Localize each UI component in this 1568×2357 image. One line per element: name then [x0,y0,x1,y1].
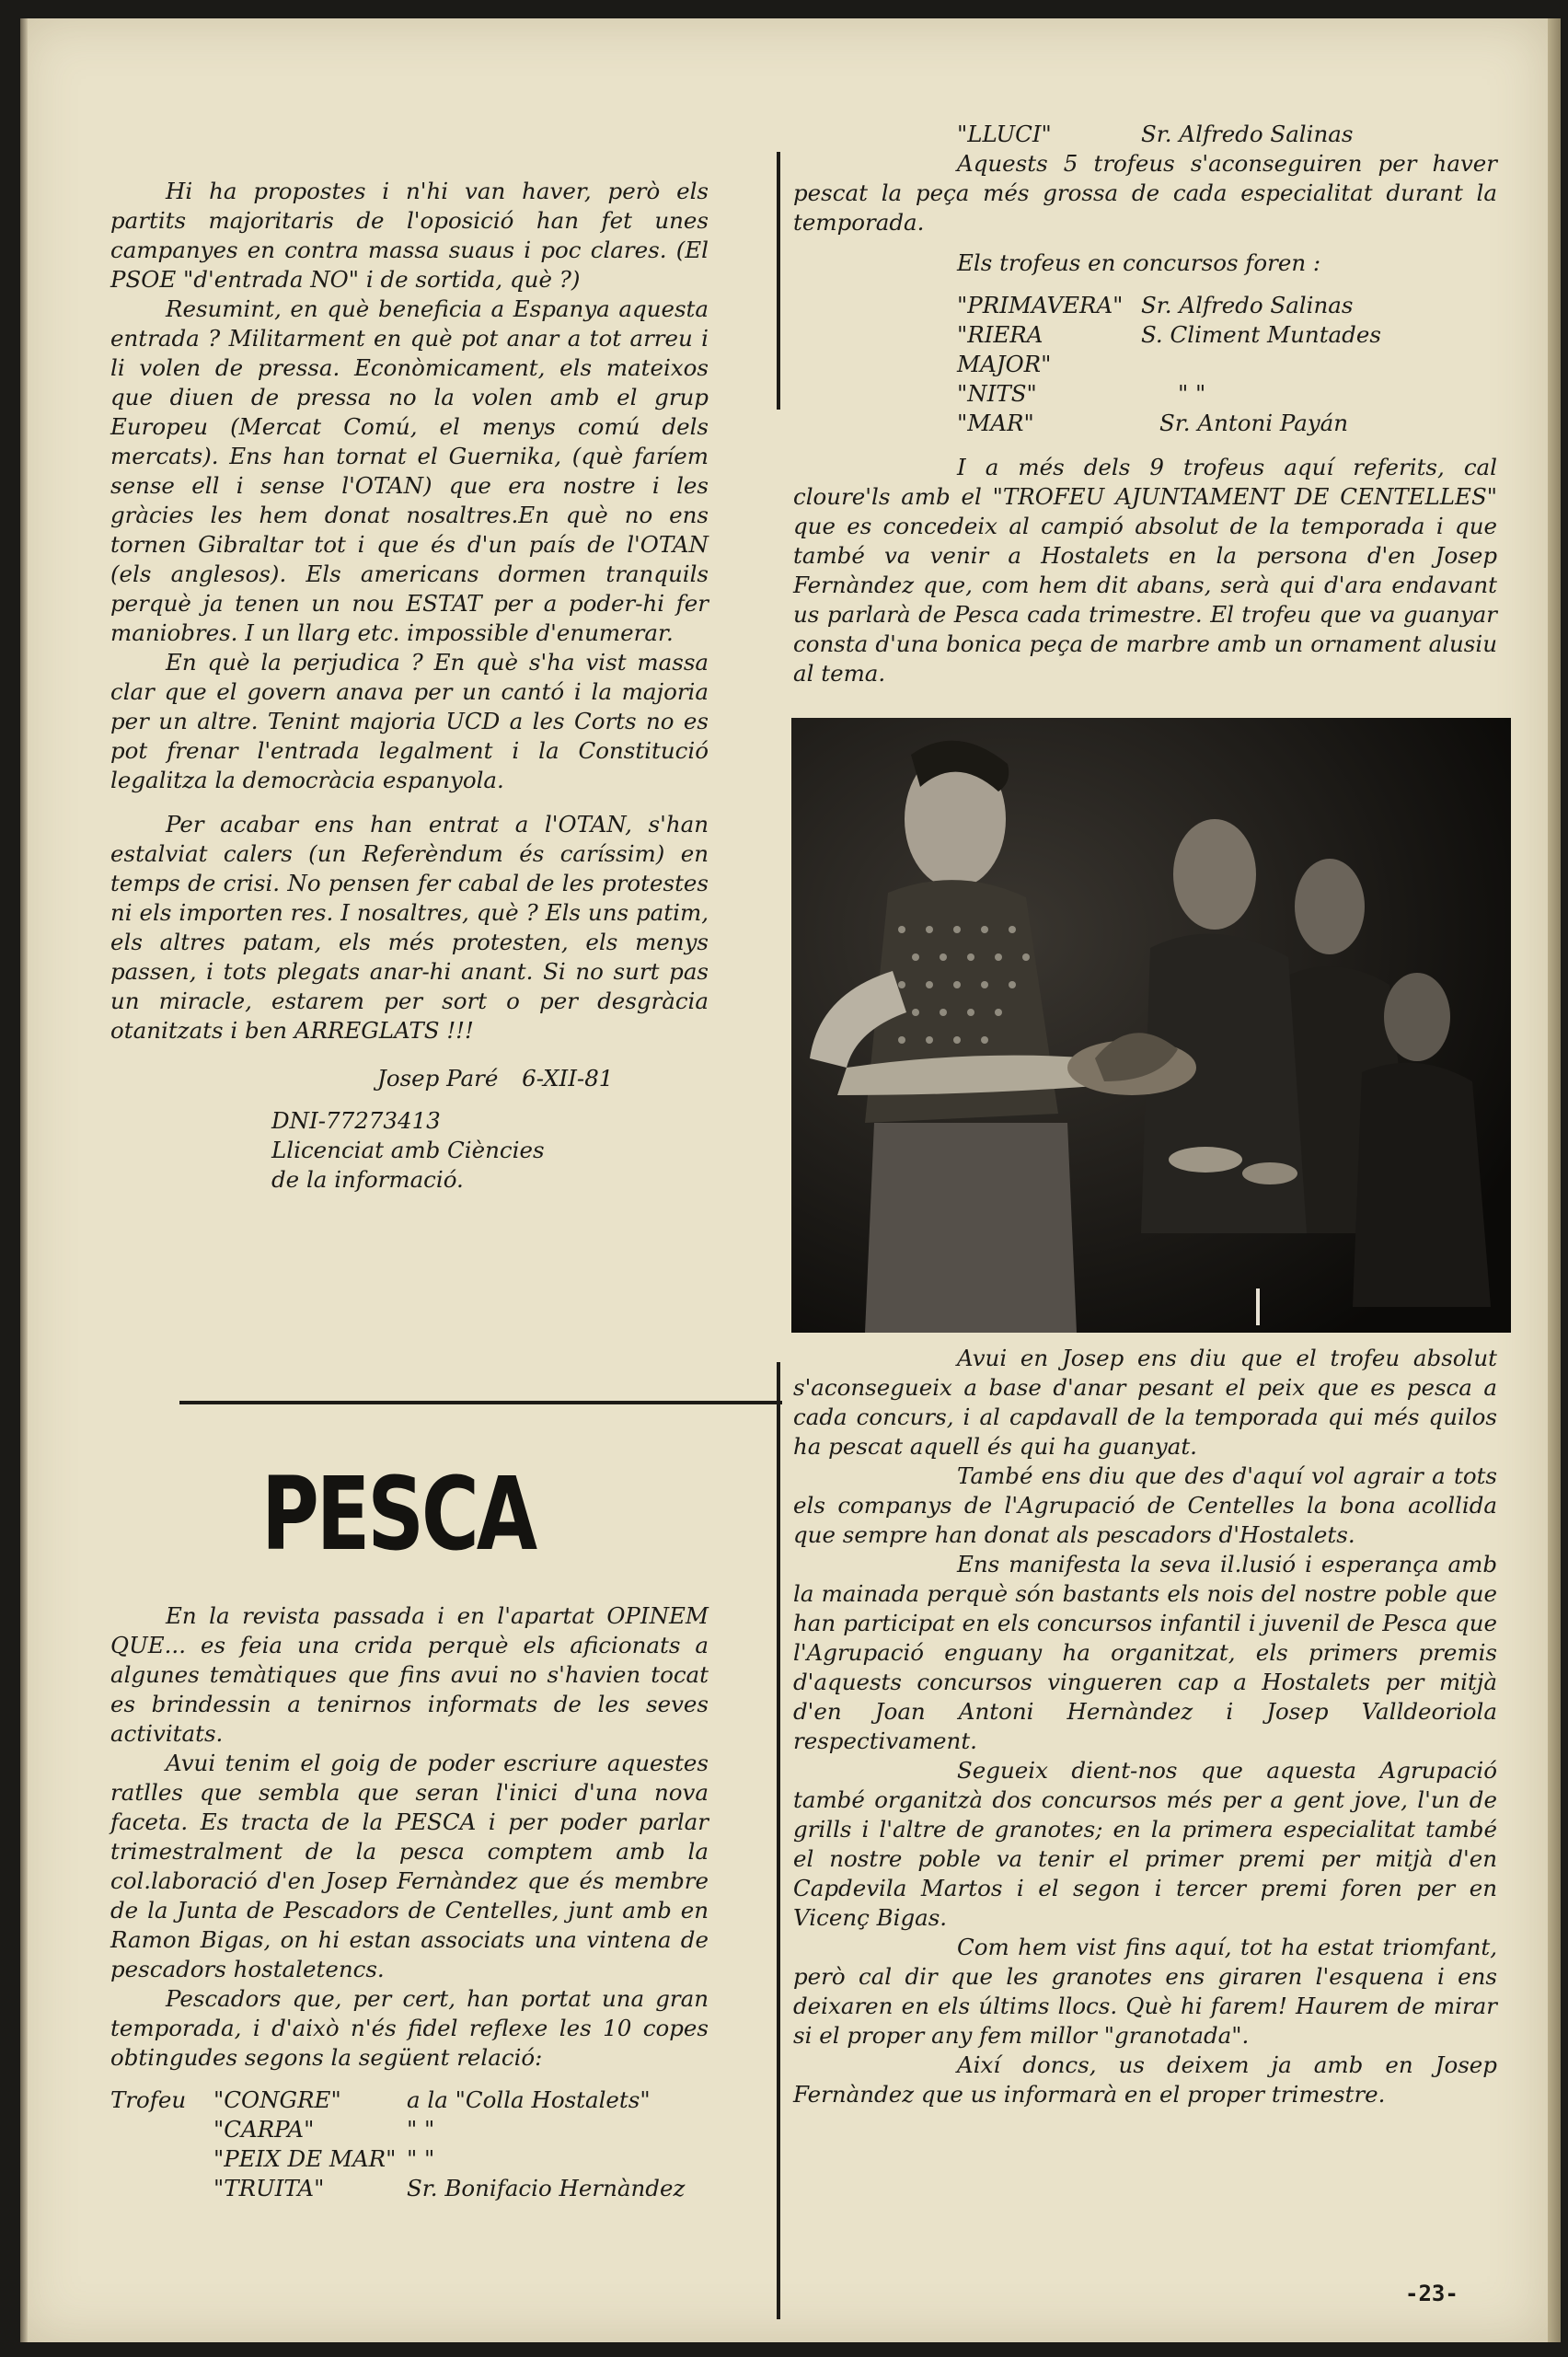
trophy-winner: a la "Colla Hostalets" [407,2086,651,2113]
contest-item [957,320,1497,379]
pesca-article [110,1601,709,2203]
contest-item [957,409,1497,438]
trophy-name: "PEIX DE MAR" [213,2145,397,2172]
pesca-heading: PESCA [261,1455,536,1573]
pesca-paragraph: Ens manifesta la seva il.lusió i esperança amb la mainada perquè són bastants els nois del nostre poble que han participat en els concursos infantil i juvenil de Pesca que l'Agrupació enguany ha organitzat, els primers premis d'aquests concursos vingueren cap a Hostalets per mitjà d'en Joan Antoni Hernàndez i Josep Valldeoriola respectivament. [793,1551,1497,1754]
signature-date: 6-XII-81 [522,1065,614,1092]
trophy-name: "CARPA" [213,2116,315,2143]
signature-line [110,1064,709,1093]
column-divider [777,1362,780,2319]
degree-line-1: Llicenciat amb Ciències [271,1137,545,1163]
trophies-paragraph: Aquests 5 trofeus s'aconseguiren per haver pescat la peça més grossa de cada especialitat durant la temporada. [793,150,1497,236]
column-divider [777,152,780,410]
article-paragraph: Hi ha propostes i n'hi van haver, però els partits majoritaris de l'oposició han fet unes campanyes en contra massa suaus i poc clares. (El PSOE "d'entrada NO" i de sortida, què ?) [110,178,709,293]
contest-name: "NITS" [957,380,1037,407]
contests-intro: Els trofeus en concursos foren : [957,249,1321,276]
contest-name: "MAR" [957,410,1034,436]
magazine-page [20,18,1548,2342]
trophy-item [110,2174,709,2203]
page-edge [1548,18,1561,2342]
trophy-winner: " " [407,2116,435,2143]
trophy-name: "LLUCI" [957,121,1052,147]
trophy-name: "TRUITA" [213,2175,325,2201]
right-column-bottom [793,1344,1497,2109]
pesca-paragraph: Com hem vist fins aquí, tot ha estat triomfant, però cal dir que les granotes ens giraren l'esquena i ens deixaren en els últims llocs. Què hi farem! Haurem de mirar si el proper any fem millor "granotada". [793,1934,1497,2049]
trophy-item [110,2115,709,2144]
author-name: Josep Paré [377,1065,499,1092]
trophy-list [110,2085,709,2203]
dni: DNI-77273413 [271,1107,441,1134]
contest-item [957,379,1497,409]
trophy-winner: Sr. Alfredo Salinas [1141,121,1354,147]
contest-winner: Sr. Antoni Payán [1159,410,1349,436]
left-article [110,177,709,1195]
contest-winner: " " [1178,380,1206,407]
article-paragraph: En què la perjudica ? En què s'ha vist massa clar que el govern anava per un cantó i la majoria per un altre. Tenint majoria UCD a les Corts no es pot frenar l'entrada legalment i la Constitució legalitza la democràcia espanyola. [110,649,709,793]
trophy-winner: Sr. Bonifacio Hernàndez [407,2175,686,2201]
article-paragraph: Per acabar ens han entrat a l'OTAN, s'han estalviat calers (un Referèndum és caríssim) en temps de crisi. No pensen fer cabal de les protestes ni els importen res. I nosaltres, què ? Els uns patim, els altres patam, els més protesten, els menys passen, i tots plegats anar-hi anant. Si no surt pas un miracle, estarem per sort o per desgràcia otanitzats i ben ARREGLATS !!! [110,811,709,1044]
contest-name: "PRIMAVERA" [957,292,1124,318]
trophy-item [110,2144,709,2174]
signature-details [110,1106,709,1195]
trophy-intro: Trofeu [110,2086,187,2113]
trophy-winner: " " [407,2145,435,2172]
photo-illustration [791,718,1511,1333]
pesca-paragraph: Segueix dient-nos que aquesta Agrupació també organitzà dos concursos més per a gent jove, l'un de grills i l'altre de granotes; en la primera especialitat també el nostre poble va tenir el primer premi per mitjà d'en Capdevila Martos i el segon i tercer premi foren per en Vicenç Bigas. [793,1757,1497,1931]
pesca-paragraph: Avui tenim el goig de poder escriure aquestes ratlles que sembla que seran l'inici d'una nova faceta. Es tracta de la PESCA i per poder parlar trimestralment de la pesca comptem amb la col.laboració d'en Josep Fernàndez que és membre de la Junta de Pescadors de Centelles, junt amb en Ramon Bigas, on hi estan associats una vintena de pescadors hostaletencs. [110,1750,709,1982]
right-column-top [793,120,1497,688]
binding-gutter [20,18,28,2342]
pesca-paragraph: Avui en Josep ens diu que el trofeu absolut s'aconsegueix a base d'anar pesant el peix que es pesca a cada concurs, i al capdavall de la temporada qui més quilos ha pescat aquell és qui ha guanyat. [793,1345,1497,1460]
trophy-name: "CONGRE" [213,2086,341,2113]
pesca-paragraph: Pescadors que, per cert, han portat una gran temporada, i d'això n'és fidel reflexe les 10 copes obtingudes segons la següent relació: [110,1985,709,2071]
contest-winner: Sr. Alfredo Salinas [1141,292,1354,318]
trophy-item [793,120,1497,149]
fishermen-photo [791,718,1511,1333]
pesca-paragraph: Així doncs, us deixem ja amb en Josep Fernàndez que us informarà en el proper trimestre. [793,2051,1497,2108]
article-paragraph: Resumint, en què beneficia a Espanya aquesta entrada ? Militarment en què pot anar a tot arreu i li volen de pressa. Econòmicament, els mateixos que diuen de pressa no la volen amb el grup Europeu (Mercat Comú, el menys comú dels mercats). Ens han tornat el Guernika, (què faríem sense ell i sense l'OTAN) que era nostre i les gràcies les hem donat nosaltres.En què no ens tornen Gibraltar tot i que és d'un país de l'OTAN (els anglesos). Els americans dormen tranquils perquè ja tenen un nou ESTAT per a poder-hi fer maniobres. I un llarg etc. impossible d'enumerar. [110,295,709,646]
trophy-ajuntament-paragraph: I a més dels 9 trofeus aquí referits, cal cloure'ls amb el "TROFEU AJUNTAMENT DE CENTELLES" que es concedeix al campió absolut de la temporada i que també va venir a Hostalets en la persona d'en Josep Fernàndez que, com hem dit abans, serà qui d'ara endavant us parlarà de Pesca cada trimestre. El trofeu que va guanyar consta d'una bonica peça de marbre amb un ornament alusiu al tema. [793,454,1497,687]
contest-winner: S. Climent Muntades [1141,321,1381,348]
pesca-paragraph: També ens diu que des d'aquí vol agrair a tots els companys de l'Agrupació de Centelles la bona acollida que sempre han donat als pescadors d'Hostalets. [793,1462,1497,1548]
page-number: -23- [1405,2281,1458,2306]
trophy-item [110,2085,709,2115]
contest-item [957,291,1497,320]
degree-line-2: de la informació. [271,1166,464,1193]
contest-name: "RIERA MAJOR" [957,321,1052,377]
contest-list [793,291,1497,438]
pesca-paragraph: En la revista passada i en l'apartat OPINEM QUE... es feia una crida perquè els aficionats a algunes temàtiques que fins avui no s'havien tocat es brindessin a tenirnos informats de les seves activitats. [110,1602,709,1747]
section-divider [179,1401,782,1404]
